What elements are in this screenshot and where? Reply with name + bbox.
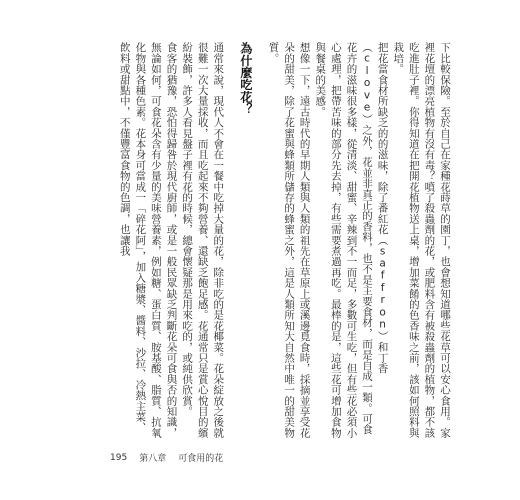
paragraph: 通常來說，現代人不會在一餐中吃掉大量的花，除非吃的是花椰菜。花朵綻放之後就很難一次大量採收，而且吃起來不夠營養、還缺乏飽足感。花通常只是賞心悅目的繽紛裝飾，許多人看見盤子裡有花的時候，總會懷疑那是用來吃的，或純供欣賞。	[181, 42, 225, 438]
page-footer	[110, 451, 223, 464]
page-number: 195	[110, 452, 128, 463]
section-heading: 為什麼吃花？	[238, 42, 253, 116]
body-text	[116, 42, 452, 442]
chapter-title: 可食用的花	[178, 454, 224, 464]
paragraph: 食客的猶豫，恐怕得歸咎於現代廚師，或是一般民眾缺乏判斷花朵可食與否的知識，無論如何，可食花朵含有少量的美味營養素，例如糖、蛋白質、胺基酸、脂質、抗氧化物與各種色素。花本身可當成一「碎花阿」，加入糖漿、醬料、沙拉、冷熱主菜、飲料或甜點中，不僅豐富食物的色調，也讓我	[118, 42, 178, 438]
paragraph: 下比較保險。至於自己在家種花蒔草的園丁，也會想知道哪些花草可以安心食用。家裡花壇的漂亮植物有沒有毒？噴了殺蟲劑的花，或肥料含有被殺蟲劑的植物，都不該吃進肚子裡。你得知道在把開花植物送上桌，增加菜餚的色香味之前，該如何照料與栽培。	[392, 42, 451, 438]
paragraph: 想像一下，遠古時代的早期人類與人類的祖先在草原上或溪邊覓食時，採摘並享受花朵的甜美，除了花蜜與蜂類所儲存的蜂蜜之外，這是人類所知大自然中唯一的甜美物質。	[267, 42, 311, 438]
chapter-label: 第八章	[139, 454, 167, 464]
paragraph: 把花當食材所缺乏的的滋味，除了番紅花（saffron）和丁香（clove）之外，花並非真正的香料，也不是主要食材，而是自成一類。可食花卉的滋味很多樣，從清淡、甜蜜、辛辣到不一而足，多數可生吃，但有些花必須小心處理，把帶苦味的部分先去掉，有些需要煮過再吃。最棒的是，這些花可增加食物與餐桌的美感。	[314, 42, 389, 438]
